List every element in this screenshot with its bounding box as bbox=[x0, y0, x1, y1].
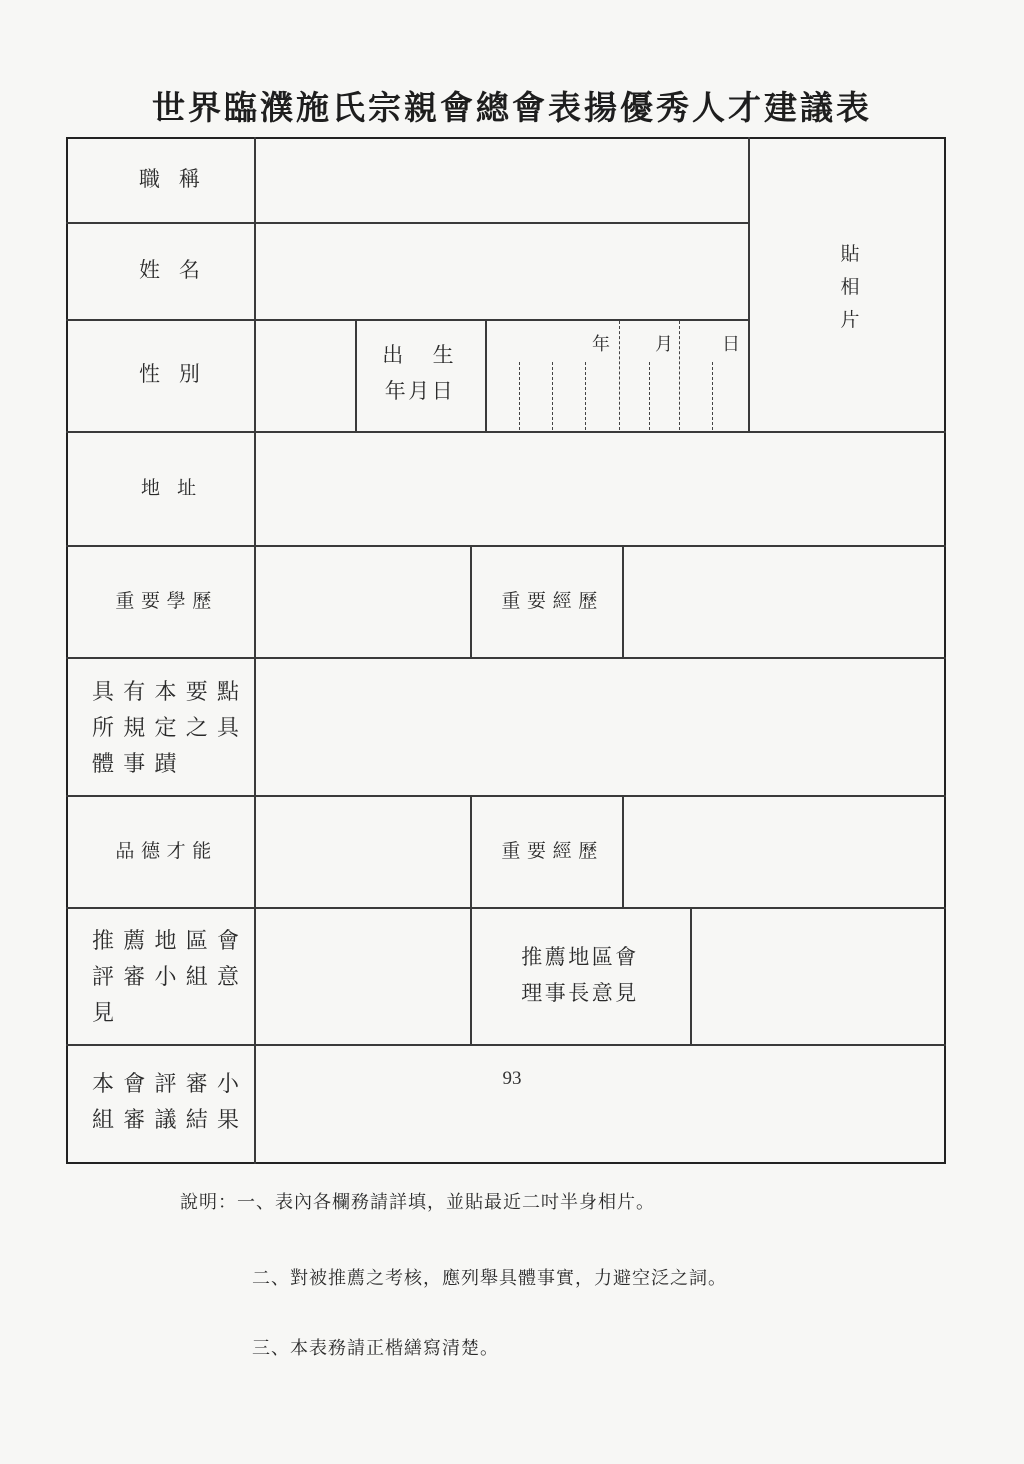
address-field[interactable] bbox=[256, 433, 944, 545]
experience-label-1: 重要經歷 bbox=[501, 589, 604, 612]
name-label: 姓名 bbox=[138, 257, 219, 282]
name-field[interactable] bbox=[256, 224, 748, 319]
board-result-label: 本會評審小組審議結果 bbox=[92, 1072, 249, 1133]
achievements-field[interactable] bbox=[256, 659, 944, 795]
character-field[interactable] bbox=[256, 797, 470, 907]
note-2: 二、對被推薦之考核，應列舉具體事實，力避空泛之詞。 bbox=[252, 1268, 727, 1289]
gender-label: 性別 bbox=[138, 362, 219, 387]
regional-chairman-field[interactable] bbox=[692, 909, 944, 1044]
experience-field-1[interactable] bbox=[624, 547, 944, 657]
job-title-field[interactable] bbox=[256, 139, 748, 222]
regional-chairman-label-line2: 理事長意見 bbox=[521, 981, 639, 1006]
border-bottom bbox=[66, 1162, 946, 1164]
photo-label-char: 相 bbox=[840, 276, 860, 298]
address-label: 地址 bbox=[140, 476, 214, 499]
note-1: 說明：一、表內各欄務請詳填，並貼最近二吋半身相片。 bbox=[180, 1192, 655, 1213]
regional-committee-label: 推薦地區會評審小組意見 bbox=[92, 929, 249, 1026]
experience-label-2: 重要經歷 bbox=[501, 839, 604, 862]
birth-date-field[interactable] bbox=[487, 321, 748, 431]
regional-committee-field[interactable] bbox=[256, 909, 470, 1044]
education-label: 重要學歷 bbox=[115, 589, 218, 612]
photo-label-char: 貼 bbox=[840, 243, 860, 265]
gender-field[interactable] bbox=[256, 321, 355, 431]
form-title: 世界臨濮施氏宗親會總會表揚優秀人才建議表 bbox=[152, 88, 872, 127]
birth-label-line2: 年月日 bbox=[384, 379, 456, 404]
board-result-field[interactable] bbox=[256, 1046, 944, 1162]
year-label: 年 bbox=[592, 334, 610, 355]
character-label: 品德才能 bbox=[115, 839, 218, 862]
photo-field[interactable] bbox=[750, 139, 944, 431]
job-title-label: 職稱 bbox=[138, 166, 219, 191]
photo-label-char: 片 bbox=[840, 309, 860, 331]
education-field[interactable] bbox=[256, 547, 470, 657]
birth-label-line1: 出 生 bbox=[382, 343, 458, 368]
note-3: 三、本表務請正楷繕寫清楚。 bbox=[252, 1338, 499, 1359]
achievements-label: 具有本要點所規定之具體事蹟 bbox=[92, 680, 249, 777]
experience-field-2[interactable] bbox=[624, 797, 944, 907]
month-label: 月 bbox=[655, 334, 673, 355]
day-label: 日 bbox=[722, 334, 740, 355]
border-right bbox=[944, 137, 946, 1164]
cell-divider bbox=[470, 907, 472, 1045]
regional-chairman-label-line1: 推薦地區會 bbox=[521, 945, 639, 970]
page-number: 93 bbox=[502, 1068, 522, 1089]
